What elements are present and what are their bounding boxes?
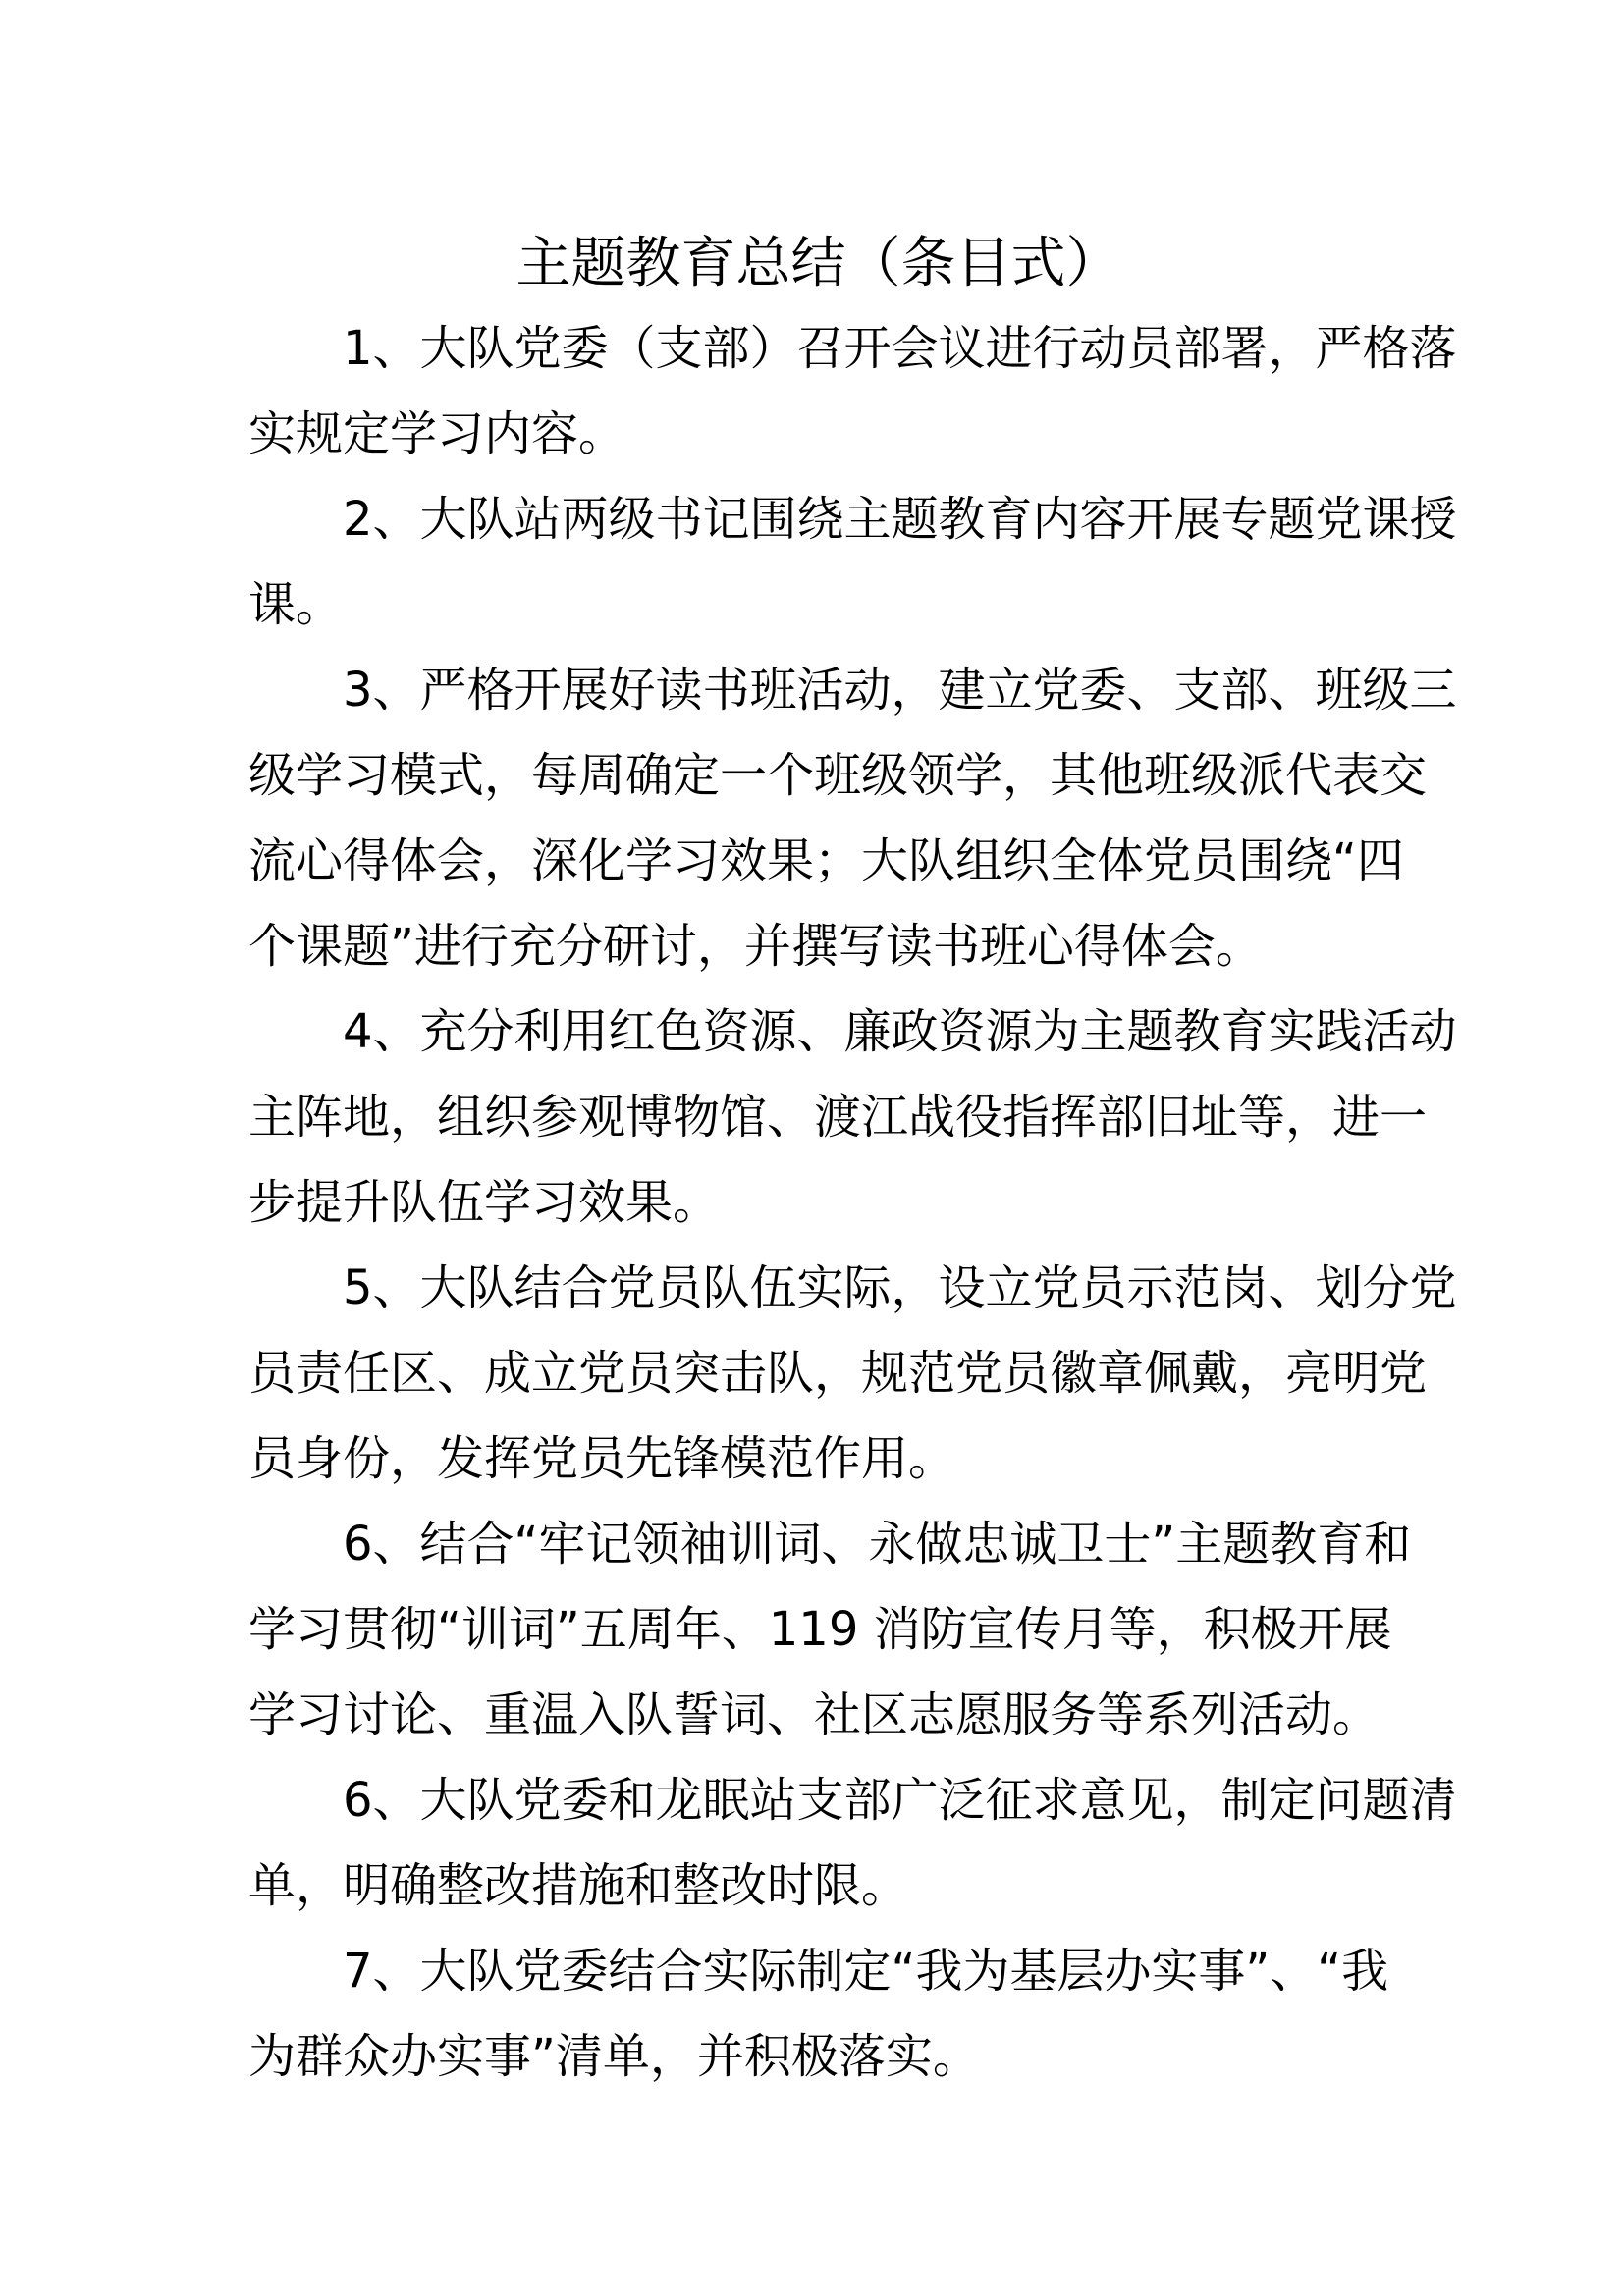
paragraph-line: 主阵地，组织参观博物馆、渡江战役指挥部旧址等，进一	[248, 1090, 1428, 1145]
paragraph-line: 5、大队结合党员队伍实际，设立党员示范岗、划分党	[343, 1260, 1457, 1315]
paragraph-line: 员责任区、成立党员突击队，规范党员徽章佩戴，亮明党	[248, 1346, 1428, 1401]
paragraph-line: 1、大队党委（支部）召开会议进行动员部署，严格落	[343, 321, 1457, 376]
paragraph-line: 流心得体会，深化学习效果；大队组织全体党员围绕“四	[248, 833, 1404, 888]
document-title: 主题教育总结（条目式）	[515, 232, 1121, 295]
document-page	[248, 221, 1457, 2100]
paragraph-line: 4、充分利用红色资源、廉政资源为主题教育实践活动	[343, 1004, 1457, 1059]
list-item	[248, 648, 1457, 989]
list-item	[248, 1758, 1457, 1929]
list-item	[248, 1929, 1388, 2100]
paragraph-line: 学习贯彻“训词”五周年、119 消防宣传月等，积极开展	[248, 1602, 1392, 1657]
paragraph-line: 学习讨论、重温入队誓词、社区志愿服务等系列活动。	[248, 1687, 1380, 1742]
paragraph-line: 为群众办实事”清单，并积极落实。	[248, 2029, 980, 2084]
list-item	[248, 1502, 1412, 1758]
paragraph-line: 2、大队站两级书记围绕主题教育内容开展专题党课授	[343, 492, 1457, 547]
list-item	[248, 477, 1457, 648]
paragraph-line: 单，明确整改措施和整改时限。	[248, 1858, 909, 1913]
paragraph-line: 实规定学习内容。	[248, 406, 626, 461]
paragraph-line: 步提升队伍学习效果。	[248, 1175, 721, 1230]
list-item	[248, 989, 1457, 1246]
paragraph-line: 课。	[248, 577, 344, 632]
list-item	[248, 1246, 1457, 1502]
document-body	[248, 306, 1457, 2100]
paragraph-line: 7、大队党委结合实际制定“我为基层办实事”、“我	[343, 1944, 1389, 1999]
paragraph-line: 3、严格开展好读书班活动，建立党委、支部、班级三	[343, 663, 1457, 718]
paragraph-line: 6、结合“牢记领袖训词、永做忠诚卫士”主题教育和	[343, 1517, 1412, 1572]
paragraph-line: 员身份，发挥党员先锋模范作用。	[248, 1431, 956, 1486]
paragraph-line: 个课题”进行充分研讨，并撰写读书班心得体会。	[248, 919, 1263, 974]
paragraph-line: 6、大队党委和龙眠站支部广泛征求意见，制定问题清	[343, 1773, 1457, 1828]
list-item	[248, 306, 1457, 477]
paragraph-line: 级学习模式，每周确定一个班级领学，其他班级派代表交	[248, 748, 1428, 803]
